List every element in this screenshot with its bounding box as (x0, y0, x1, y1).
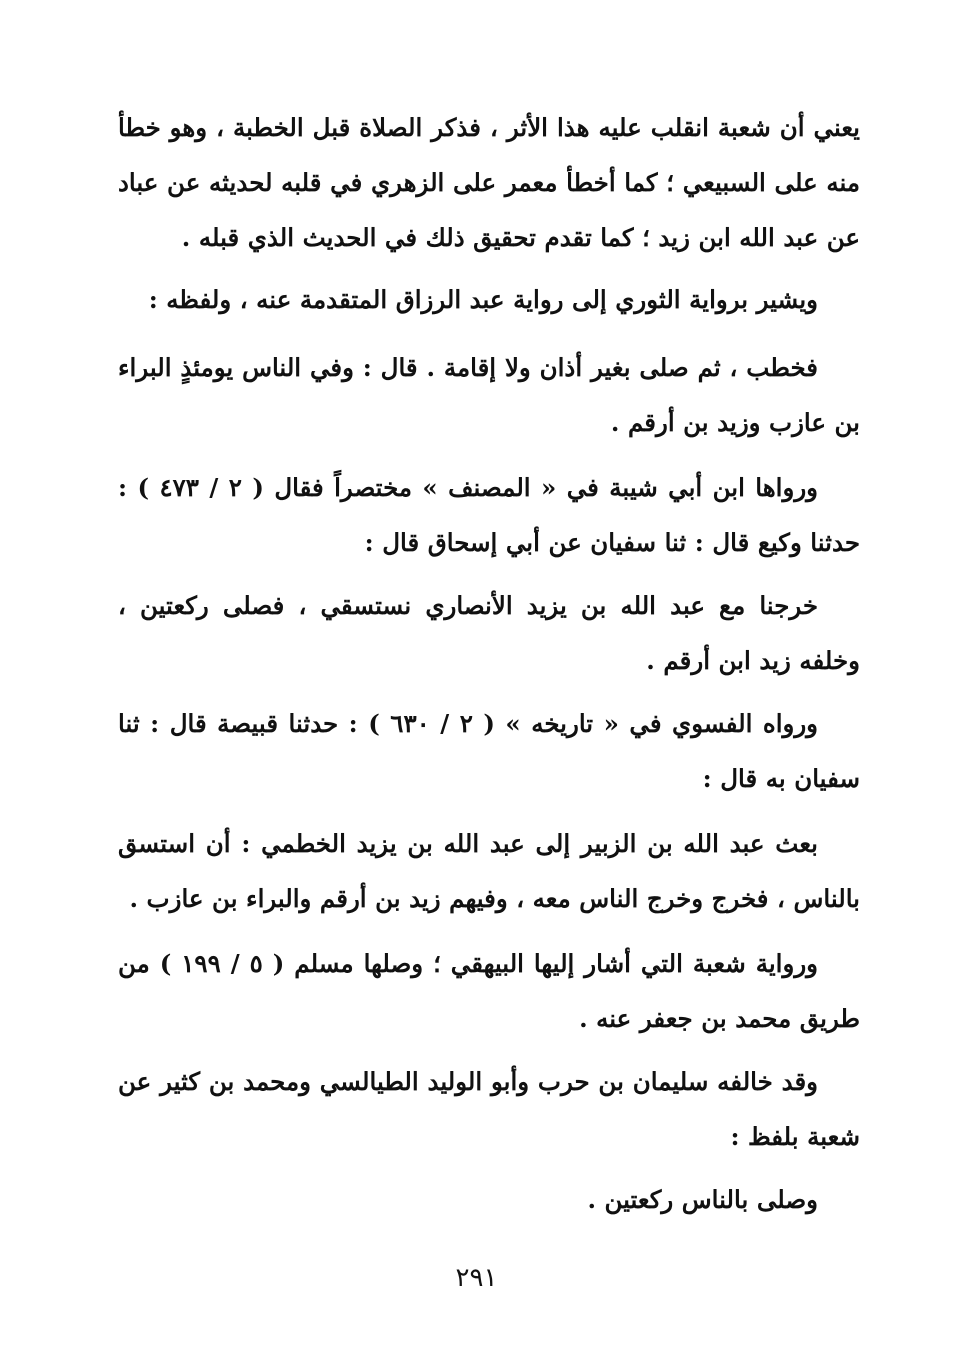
paragraph-sulayman-ibn-harb: وقد خالفه سليمان بن حرب وأبو الوليد الطيالسي ومحمد بن كثير عن شعبة بلفظ : (118, 1067, 860, 1151)
paragraph-shuba-muslim: ورواية شعبة التي أشار إليها البيهقي ؛ وصلها مسلم ( ٥ / ١٩٩ ) من طريق محمد بن جعفر عنه . (118, 949, 860, 1033)
paragraph-fasawi: ورواه الفسوي في « تاريخه » ( ٢ / ٦٣٠ ) : حدثنا قبيصة قال : ثنا سفيان به قال : (118, 709, 860, 793)
paragraph-thawri-reference: ويشير برواية الثوري إلى رواية عبد الرزاق المتقدمة عنه ، ولفظه : (148, 285, 818, 314)
paragraph-quote-abdurrazzaq: فخطب ، ثم صلى بغير أذان ولا إقامة . قال : وفي الناس يومئذٍ البراء بن عازب وزيد بن أرقم . (118, 353, 860, 437)
paragraph-quote-ibn-abi-shayba: خرجنا مع عبد الله بن يزيد الأنصاري نستسقي ، فصلى ركعتين ، وخلفه زيد ابن أرقم . (118, 591, 860, 675)
paragraph-quote-prayer: وصلى بالناس ركعتين . (587, 1185, 818, 1214)
page-number: ٢٩١ (455, 1263, 498, 1293)
paragraph-ibn-abi-shayba: ورواها ابن أبي شيبة في « المصنف » مختصراً فقال ( ٢ / ٤٧٣ ) : حدثنا وكيع قال : ثنا سفيان عن أبي إسحاق قال : (118, 473, 860, 557)
paragraph-commentary-shuba: يعني أن شعبة انقلب عليه هذا الأثر ، فذكر الصلاة قبل الخطبة ، وهو خطأ منه على السبيعي ؛ كما أخطأ معمر على الزهري في قلبه لحديثه عن عباد عن عبد الله ابن زيد ؛ كما تقدم تحقيق ذلك في الحديث الذي قبله . (118, 113, 860, 252)
paragraph-quote-fasawi: بعث عبد الله بن الزبير إلى عبد الله بن يزيد الخطمي : أن استسق بالناس ، فخرج وخرج الناس معه ، وفيهم زيد بن أرقم والبراء بن عازب . (118, 829, 860, 913)
